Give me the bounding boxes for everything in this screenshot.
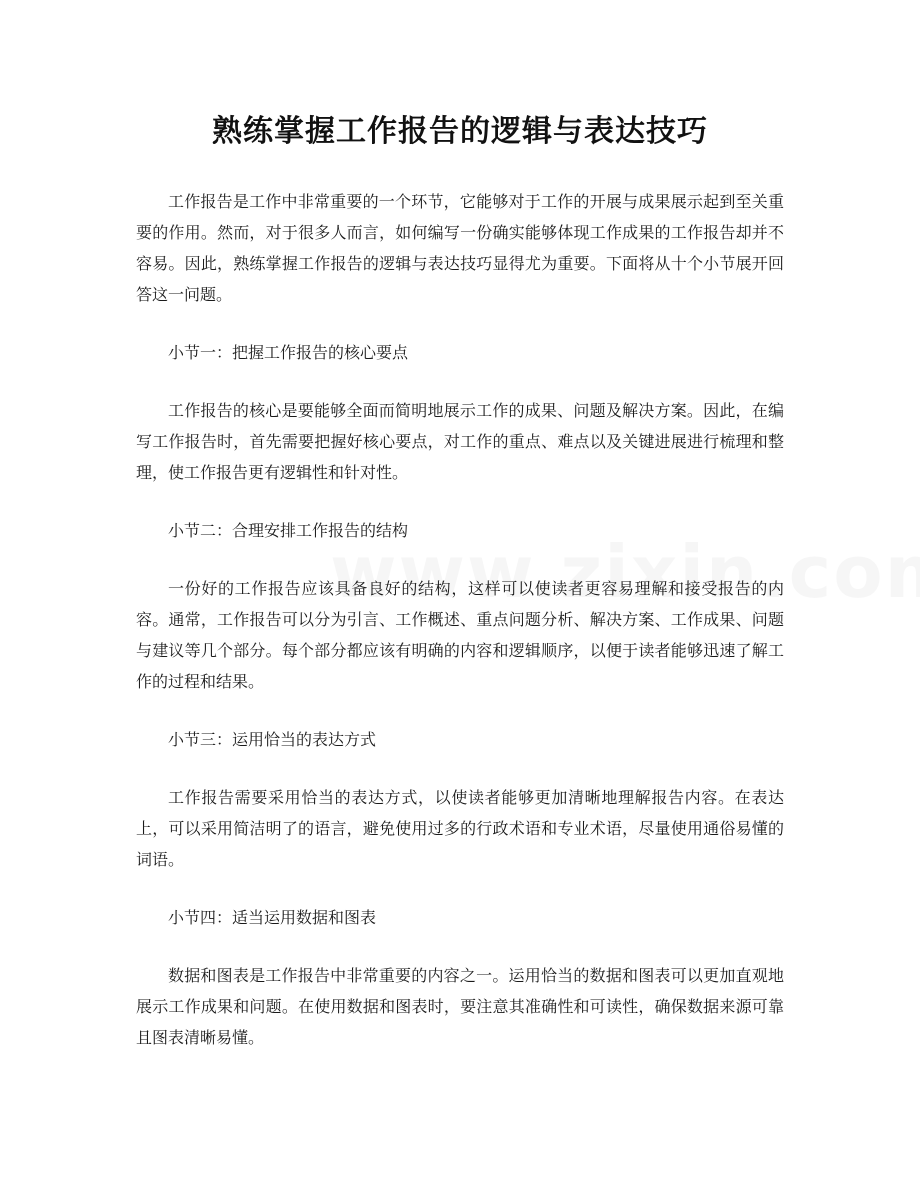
section-paragraph-3: 工作报告需要采用恰当的表达方式，以使读者能够更加清晰地理解报告内容。在表达上，可以采用简洁明了的语言，避免使用过多的行政术语和专业术语，尽量使用通俗易懂的词语。 — [136, 788, 784, 869]
section-heading-3: 小节三：运用恰当的表达方式 — [168, 730, 377, 749]
section-heading-1: 小节一：把握工作报告的核心要点 — [168, 343, 409, 362]
section-paragraph-4: 数据和图表是工作报告中非常重要的内容之一。运用恰当的数据和图表可以更加直观地展示工作成果和问题。在使用数据和图表时，要注意其准确性和可读性，确保数据来源可靠且图表清晰易懂。 — [136, 966, 784, 1047]
section-paragraph-1: 工作报告的核心是要能够全面而简明地展示工作的成果、问题及解决方案。因此，在编写工作报告时，首先需要把握好核心要点，对工作的重点、难点以及关键进展进行梳理和整理，使工作报告更有逻辑性和针对性。 — [136, 401, 784, 482]
section-heading-4: 小节四：适当运用数据和图表 — [168, 908, 377, 927]
section-paragraph-2: 一份好的工作报告应该具备良好的结构，这样可以使读者更容易理解和接受报告的内容。通常，工作报告可以分为引言、工作概述、重点问题分析、解决方案、工作成果、问题与建议等几个部分。每个部分都应该有明确的内容和逻辑顺序，以便于读者能够迅速了解工作的过程和结果。 — [136, 579, 784, 691]
intro-paragraph: 工作报告是工作中非常重要的一个环节，它能够对于工作的开展与成果展示起到至关重要的作用。然而，对于很多人而言，如何编写一份确实能够体现工作成果的工作报告却并不容易。因此，熟练掌握工作报告的逻辑与表达技巧显得尤为重要。下面将从十个小节展开回答这一问题。 — [136, 192, 784, 304]
document-title: 熟练掌握工作报告的逻辑与表达技巧 — [212, 114, 708, 149]
section-heading-2: 小节二：合理安排工作报告的结构 — [168, 521, 409, 540]
